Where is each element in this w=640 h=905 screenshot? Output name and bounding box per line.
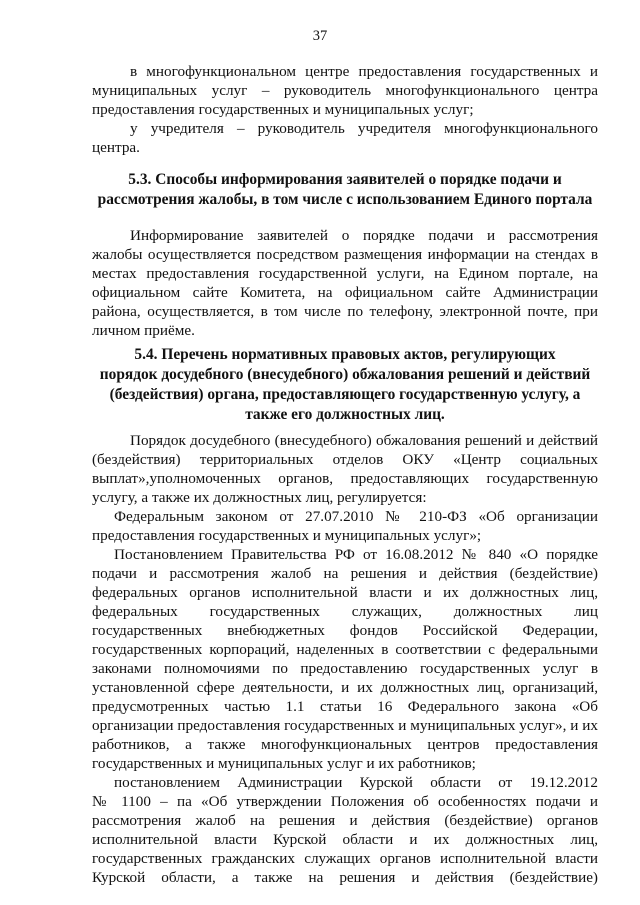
text-line: местах предоставления государственной услуги, на Едином портале, на (92, 265, 598, 282)
heading-line: 5.3. Способы информирования заявителей о порядке подачи и (128, 171, 562, 188)
text-line: Федеральным законом от 27.07.2010 № 210-ФЗ «Об организации (114, 508, 598, 525)
text-line: выплат»,уполномоченных органов, предоставляющих государственную (92, 470, 598, 487)
text-line: государственных и муниципальных услуг и их работников; (92, 755, 476, 772)
text-line: № 1100 – па «Об утверждении Положения об особенностях подачи и (92, 793, 598, 810)
text-line: в многофункциональном центре предоставления государственных и (130, 63, 598, 80)
text-line: государственных гражданских служащих органов исполнительной власти (92, 850, 598, 867)
section-5-3-heading (92, 170, 598, 210)
heading-line: также его должностных лиц. (245, 406, 445, 423)
text-line: предоставления государственных и муниципальных услуг»; (92, 527, 482, 544)
text-line: услугу, а также их должностных лиц, регулируется: (92, 489, 427, 506)
text-line: исполнительной власти Курской области и их должностных лиц, (92, 831, 598, 848)
text-line: у учредителя – руководитель учредителя многофункционального (130, 120, 598, 137)
text-line: предусмотренных частью 1.1 статьи 16 Федерального закона «Об (92, 698, 598, 715)
heading-line: (бездействия) органа, предоставляющего государственную услугу, а (109, 386, 581, 403)
text-line: подачи и рассмотрения жалоб на решения и действия (бездействие) (92, 565, 598, 582)
intro-paragraph (92, 62, 598, 157)
text-line: жалобы осуществляется посредством размещения информации на стендах в (92, 246, 598, 263)
text-line: Порядок досудебного (внесудебного) обжалования решений и действий (130, 432, 598, 449)
heading-line: порядок досудебного (внесудебного) обжалования решений и действий (99, 366, 591, 383)
text-line: района, осуществляется, в том числе по телефону, электронной почте, при (92, 303, 598, 320)
heading-line: рассмотрения жалобы, в том числе с использованием Единого портала (97, 191, 593, 208)
text-line: предоставления государственных и муниципальных услуг; (92, 101, 474, 118)
text-line: муниципальных услуг – руководитель многофункционального центра (92, 82, 598, 99)
page-number: 37 (312, 28, 328, 44)
text-line: Курской области, а также на решения и действия (бездействие) (92, 869, 598, 886)
section-5-3-body (92, 226, 598, 340)
text-line: организации предоставления государственных и муниципальных услуг», и их (92, 717, 598, 734)
heading-line: 5.4. Перечень нормативных правовых актов, регулирующих (134, 346, 556, 363)
text-line: (бездействия) территориальных отделов ОКУ «Центр социальных (92, 451, 598, 468)
text-line: государственных внебюджетных фондов Российской Федерации, (92, 622, 598, 639)
text-line: федеральных государственных служащих, должностных лиц (92, 603, 598, 620)
text-line: работников, а также многофункциональных центров предоставления (92, 736, 598, 753)
text-line: государственных корпораций, наделенных в соответствии с федеральными (92, 641, 598, 658)
text-line: центра. (92, 139, 140, 156)
section-5-4-heading (92, 345, 598, 425)
text-line: законами полномочиями по предоставлению государственных услуг в (92, 660, 598, 677)
text-line: личном приёме. (92, 322, 195, 339)
text-line: установленной сфере деятельности, и их должностных лиц, организаций, (92, 679, 598, 696)
text-line: постановлением Администрации Курской области от 19.12.2012 (114, 774, 598, 791)
text-line: федеральных органов исполнительной власти и их должностных лиц, (92, 584, 598, 601)
text-line: Информирование заявителей о порядке подачи и рассмотрения (130, 227, 598, 244)
text-line: рассмотрения жалоб на решения и действия (бездействие) органов (92, 812, 598, 829)
text-line: Постановлением Правительства РФ от 16.08.2012 № 840 «О порядке (114, 546, 598, 563)
text-line: официальном сайте Комитета, на официальном сайте Администрации (92, 284, 598, 301)
section-5-4-body (92, 431, 598, 887)
